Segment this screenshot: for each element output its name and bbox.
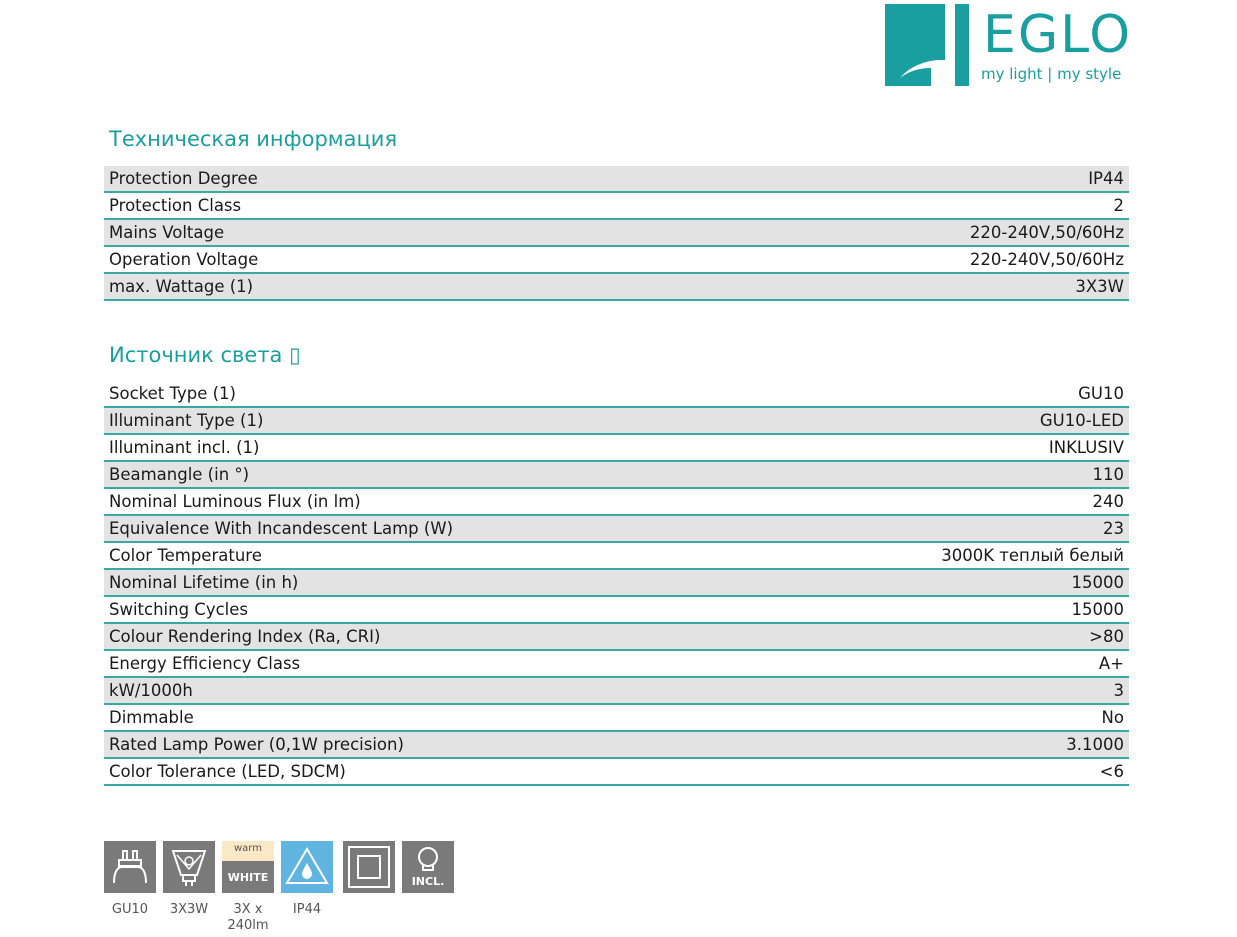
row-value: 240 (1092, 492, 1124, 511)
bulb-included-icon: INCL. (402, 841, 454, 893)
table-row (104, 516, 1129, 543)
row-label: kW/1000h (109, 681, 193, 700)
row-value: 220-240V,50/60Hz (969, 250, 1124, 269)
brand-tagline: my light | my style (981, 65, 1122, 83)
row-label: Color Temperature (109, 546, 262, 565)
technical-info-table (104, 166, 1129, 301)
icon-caption: 3X3W (169, 902, 209, 917)
row-value: No (1101, 708, 1124, 727)
row-label: Illuminant Type (1) (109, 411, 264, 430)
row-value: 15000 (1071, 600, 1124, 619)
brand-logo (885, 4, 1135, 88)
row-label: Socket Type (1) (109, 384, 236, 403)
row-value: GU10-LED (1039, 411, 1124, 430)
row-value: A+ (1098, 654, 1124, 673)
gu10-socket-icon (104, 841, 156, 893)
row-label: Nominal Luminous Flux (in lm) (109, 492, 361, 511)
table-row (104, 193, 1129, 220)
table-row (104, 462, 1129, 489)
table-row (104, 489, 1129, 516)
table-row (104, 220, 1129, 247)
section-title-light-source: Источник света ▯ (109, 343, 301, 367)
table-row (104, 408, 1129, 435)
row-label: Mains Voltage (109, 223, 225, 242)
table-row (104, 543, 1129, 570)
table-row (104, 435, 1129, 462)
section-title-technical: Техническая информация (109, 127, 398, 151)
table-row (104, 597, 1129, 624)
bulb-reflector-icon (163, 841, 215, 893)
row-value: 3000K теплый белый (941, 546, 1124, 565)
row-label: Rated Lamp Power (0,1W precision) (109, 735, 404, 754)
row-label: Switching Cycles (109, 600, 249, 619)
light-source-table (104, 381, 1129, 786)
eglo-logo-icon (885, 4, 969, 86)
table-row (104, 759, 1129, 786)
table-row (104, 624, 1129, 651)
row-value: 3 (1113, 681, 1124, 700)
table-row (104, 651, 1129, 678)
row-label: Illuminant incl. (1) (109, 438, 260, 457)
row-value: INKLUSIV (1048, 438, 1124, 457)
row-label: Protection Class (109, 196, 242, 215)
protection-class-2-icon (343, 841, 395, 893)
icon-caption: IP44 (292, 902, 322, 917)
warm-white-icon: warm WHITE (222, 841, 274, 893)
table-row (104, 274, 1129, 301)
row-label: Protection Degree (109, 169, 258, 188)
row-label: Nominal Lifetime (in h) (109, 573, 299, 592)
row-value: IP44 (1088, 169, 1124, 188)
table-row (104, 570, 1129, 597)
table-row (104, 247, 1129, 274)
row-value: 23 (1103, 519, 1124, 538)
ip44-drop-icon (281, 841, 333, 893)
table-row (104, 166, 1129, 193)
row-value: 3.1000 (1066, 735, 1124, 754)
row-label: Beamangle (in °) (109, 465, 250, 484)
table-row (104, 678, 1129, 705)
row-label: Colour Rendering Index (Ra, CRI) (109, 627, 381, 646)
row-label: Dimmable (109, 708, 194, 727)
row-value: GU10 (1078, 384, 1124, 403)
table-row (104, 381, 1129, 408)
brand-name: EGLO (983, 5, 1133, 65)
row-value: 110 (1092, 465, 1124, 484)
row-value: >80 (1089, 627, 1124, 646)
table-row (104, 732, 1129, 759)
row-label: max. Wattage (1) (109, 277, 254, 296)
row-value: 220-240V,50/60Hz (969, 223, 1124, 242)
table-row (104, 705, 1129, 732)
icon-caption: GU10 (111, 902, 149, 917)
row-label: Equivalence With Incandescent Lamp (W) (109, 519, 454, 538)
row-label: Operation Voltage (109, 250, 259, 269)
row-value: 2 (1113, 196, 1124, 215)
row-label: Color Tolerance (LED, SDCM) (109, 762, 346, 781)
row-label: Energy Efficiency Class (109, 654, 301, 673)
row-value: <6 (1099, 762, 1124, 781)
icon-caption: 3X x 240lm (227, 902, 269, 933)
row-value: 15000 (1071, 573, 1124, 592)
row-value: 3X3W (1075, 277, 1124, 296)
